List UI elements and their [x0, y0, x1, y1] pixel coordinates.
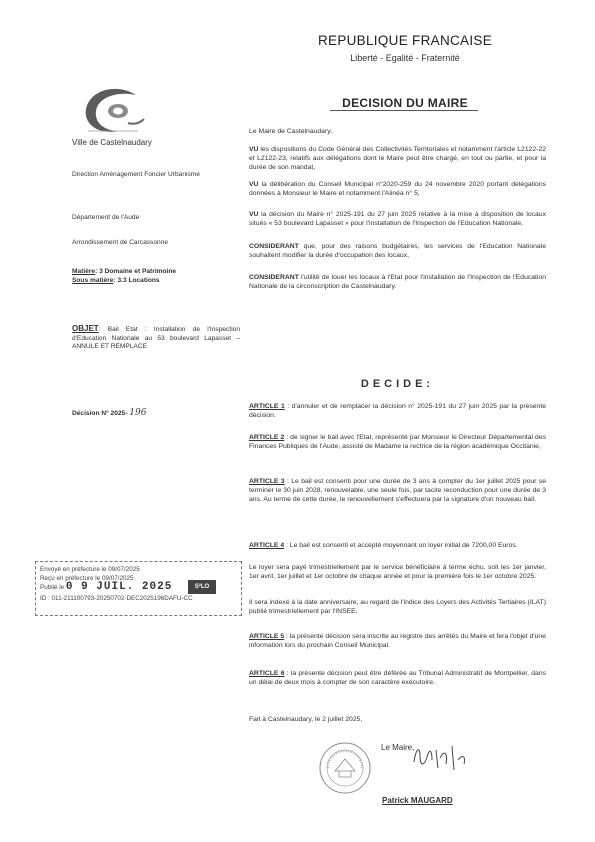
- considerant-paragraph-1: [249, 243, 546, 261]
- article-3: [249, 478, 546, 504]
- stamp-published-date: 0 9 JUIL. 2025: [65, 581, 173, 593]
- city-name: Ville de Castelnaudary: [72, 138, 152, 147]
- mayor-title: Le Maire,: [381, 743, 415, 752]
- vu3-label: VU: [249, 211, 259, 218]
- article-4-index: Il sera indexé à la date anniversaire, au regard de l'indice des Loyers des Activités Tertiaires (ILAT) publié trimestriellement par l'INSEE.: [249, 599, 546, 615]
- article-2-text: : de signer le bail avec l'Etat, représenté par Monsieur le Directeur Départemental des Finances Publiques de l'Aude, assisté de Madame la rectrice de la région académique Occitanie,: [249, 434, 546, 450]
- objet-block: [72, 325, 240, 352]
- article-3-text: : Le bail est consenti pour une durée de 3 ans à compter du 1er juillet 2025 pour se terminer le 30 juin 2028, renouvelable, une seule fois, par tacite reconduction pour une durée de 3 ans. Au terme de cette durée, le renouvellement s'effectuera par la signature d'un nouveau bail.: [249, 478, 547, 503]
- article-2-label: ARTICLE 2: [249, 434, 285, 441]
- article-5-text: : la présente décision sera inscrite au registre des arrêtés du Maire et fera l'objet d'une information lors du prochain Conseil Municipal.: [249, 633, 546, 649]
- article-4: [249, 542, 546, 551]
- article-6: [249, 670, 546, 688]
- vu-paragraph-2: [249, 181, 546, 199]
- objet-key: OBJET: [72, 324, 99, 333]
- matiere-key: Matière: [72, 268, 96, 275]
- cons1-label: CONSIDERANT: [249, 243, 299, 250]
- stamp-published-label: Publié le: [40, 584, 65, 591]
- decision-title: DECISION DU MAIRE: [342, 96, 468, 110]
- matiere-value: : 3 Domaine et Patrimoine: [95, 268, 177, 275]
- vu2-text: la délibération du Conseil Municipal n°2020-259 du 24 novembre 2020 portant délégations données à Monsieur le Maire et notamment l'Alinéa n° 5,: [249, 181, 546, 197]
- intro-line: Le Maire de Castelnaudary,: [249, 128, 332, 135]
- cons2-label: CONSIDERANT: [249, 274, 299, 281]
- vu3-text: la décision du Maire n° 2025-191 du 27 juin 2025 relative à la mise à disposition de locaux situés « 53 boulevard Lapasset » pour l'installation de l'Inspection de l'Education Nationale,: [249, 211, 546, 227]
- decision-number-label: Décision N° 2025-: [72, 410, 128, 417]
- vu1-label: VU: [249, 146, 259, 153]
- stamp-published-row: [40, 583, 237, 592]
- decide-heading: DECIDE:: [360, 378, 435, 390]
- cons2-text: l'utilité de louer les locaux à l'Etat pour l'installation de l'Inspection de l'Education Nationale de la circonscription de Castelnaudary.: [249, 274, 546, 290]
- direction-label: Direction Aménagement Foncier Urbanisme: [72, 171, 200, 178]
- prefecture-stamp: [35, 561, 242, 616]
- considerant-paragraph-2: [249, 274, 546, 292]
- article-5-label: ARTICLE 5: [249, 633, 285, 640]
- fait-line: Fait à Castelnaudary, le 2 juillet 2025,: [249, 716, 363, 723]
- article-5: [249, 633, 546, 651]
- title-underline: [330, 110, 478, 111]
- vu-paragraph-1: [249, 146, 546, 172]
- republic-title: REPUBLIQUE FRANCAISE: [317, 33, 493, 48]
- decision-number-handwritten: 196: [129, 408, 147, 418]
- vu2-label: VU: [249, 181, 259, 188]
- vu-paragraph-3: [249, 211, 546, 229]
- article-4-text-a: : Le bail est consenti et accepté moyennant un loyer initial de 7200,00 Euros.: [284, 542, 518, 549]
- article-1: [249, 403, 546, 421]
- arrondissement-label: Arrondissement de Carcassonne: [72, 239, 169, 246]
- republic-motto: Liberté - Egalité - Fraternité: [350, 53, 460, 63]
- article-6-label: ARTICLE 6: [249, 670, 285, 677]
- sous-matiere-value: : 3.3 Locations: [113, 276, 160, 284]
- article-4-payment: Le loyer sera payé trimestriellement par le service bénéficiaire à terme échu, soit les 1er janvier, 1er avril, 1er juillet et 1er octobre de chaque année et pour la première fois le 1er octobre 2025.: [249, 564, 546, 580]
- article-6-text: : la présente décision peut être déférée au Tribunal Administratif de Montpellier, dans un délai de deux mois à compter de son caractère exécutoire.: [249, 670, 546, 686]
- sous-matiere-key: Sous matière: [72, 276, 114, 284]
- stamp-sent: Envoyé en préfecture le 09/07/2025: [40, 566, 140, 573]
- cons1-text: que, pour des raisons budgétaires, les services de l'Education Nationale souhaitent modifier la durée d'occupation des locaux,: [249, 243, 546, 259]
- article-1-text: : d'annuler et de remplacer la décision n° 2025-191 du 27 juin 2025 par la présente décision.: [249, 403, 547, 419]
- decision-number: [72, 409, 240, 419]
- article-4-label: ARTICLE 4: [249, 542, 285, 549]
- departement-label: Département de l'Aude: [72, 214, 140, 221]
- article-3-label: ARTICLE 3: [249, 478, 285, 485]
- handwritten-signature-icon: [410, 740, 470, 774]
- stamp-received: Reçu en préfecture le 09/07/2025: [40, 575, 134, 582]
- mayor-name: [382, 796, 453, 805]
- stamp-id: ID : 011-211100793-20250702-DEC2025196DAFU-CC: [40, 595, 193, 602]
- vu1-text: les dispositions du Code Général des Collectivités Territoriales et notamment l'article L2122-22 et L2122-23, relatifs aux délégations dont le Maire peut être chargé, en tout ou partie, et pour la durée de son mandat,: [249, 146, 546, 171]
- s2lo-logo-icon: S²LO: [188, 580, 216, 594]
- mayor-name-text: Patrick MAUGARD: [382, 796, 453, 805]
- castelnaudary-logo-icon: [78, 85, 148, 137]
- objet-value: : Bail Etat : Installation de l'Inspection d'Education Nationale au 53 boulevard Lapasset – ANNULE ET REMPLACE: [72, 326, 240, 351]
- article-2: [249, 434, 546, 452]
- official-seal-icon: [318, 741, 372, 795]
- matiere-line: [72, 268, 240, 285]
- article-1-label: ARTICLE 1: [249, 403, 285, 410]
